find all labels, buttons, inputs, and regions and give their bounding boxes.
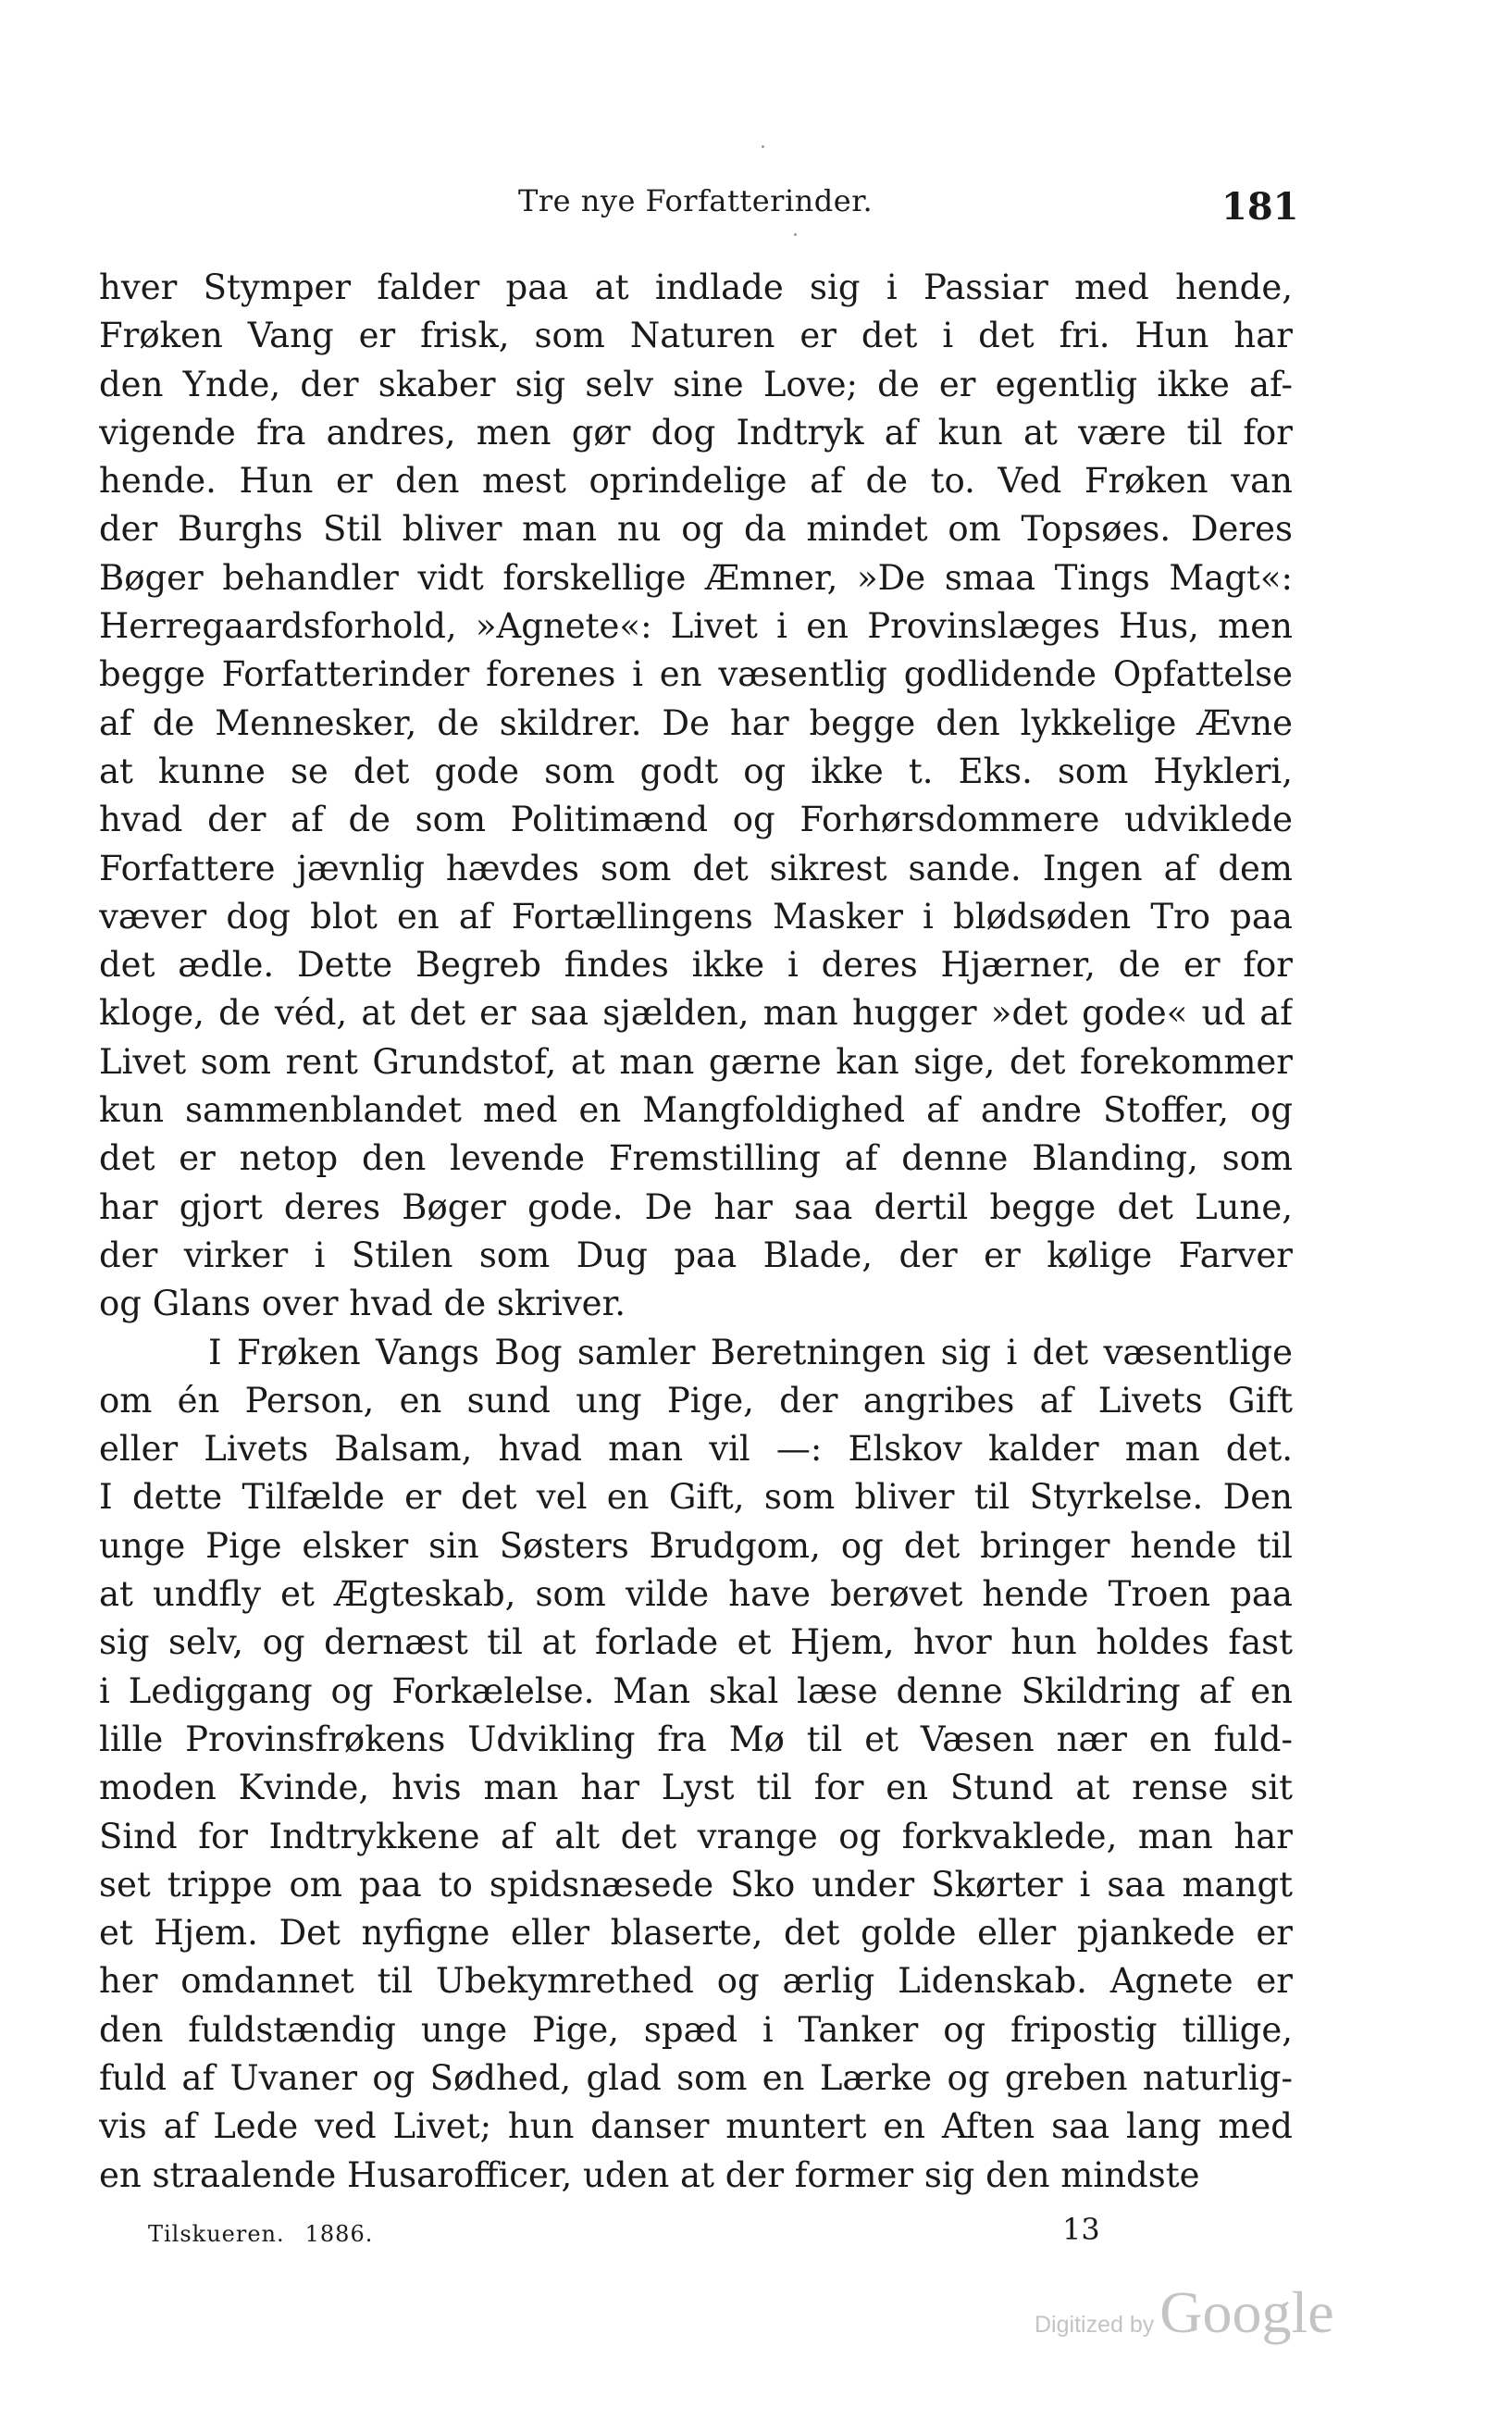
running-title: Tre nye Forfatterinder. bbox=[518, 183, 874, 218]
text-line: i Lediggang og Forkælelse. Man skal læse denne Skildring af en bbox=[99, 1670, 1293, 1711]
text-line: set trippe om paa to spidsnæsede Sko under Skørter i saa mangt bbox=[99, 1864, 1293, 1905]
text-line: kun sammenblandet med en Mangfoldighed af andre Stoffer, og bbox=[99, 1090, 1293, 1131]
text-line: lille Provinsfrøkens Udvikling fra Mø til et Væsen nær en fuld- bbox=[99, 1719, 1293, 1759]
text-line: begge Forfatterinder forenes i en væsentlig godlidende Opfattelse bbox=[99, 654, 1293, 695]
signature-year: 1886. bbox=[304, 2221, 374, 2247]
text-line: Livet som rent Grundstof, at man gærne kan sige, det forekommer bbox=[99, 1041, 1293, 1082]
text-line: en straalende Husarofficer, uden at der former sig den mindste bbox=[99, 2154, 1200, 2195]
google-logo: Google bbox=[1159, 2279, 1334, 2345]
text-line: sig selv, og dernæst til at forlade et Hjem, hvor hun holdes fast bbox=[99, 1622, 1293, 1663]
text-line: vigende fra andres, men gør dog Indtryk af kun at være til for bbox=[99, 412, 1293, 453]
text-line: det er netop den levende Fremstilling af denne Blanding, som bbox=[99, 1138, 1293, 1179]
text-line: af de Mennesker, de skildrer. De har begge den lykkelige Ævne bbox=[99, 702, 1293, 743]
paragraph-end-line: og Glans over hvad de skriver. bbox=[99, 1284, 626, 1324]
text-line: der virker i Stilen som Dug paa Blade, der er kølige Farver bbox=[99, 1235, 1293, 1275]
text-line: fuld af Uvaner og Sødhed, glad som en Lærke og greben naturlig- bbox=[99, 2057, 1293, 2098]
digitized-watermark bbox=[1035, 2278, 1334, 2347]
text-line: unge Pige elsker sin Søsters Brudgom, og det bringer hende til bbox=[99, 1525, 1293, 1566]
text-line: vis af Lede ved Livet; hun danser muntert en Aften saa lang med bbox=[99, 2106, 1293, 2147]
text-line: hvad der af de som Politimænd og Forhørsdommere udviklede bbox=[99, 800, 1293, 840]
page-number: 181 bbox=[1221, 185, 1299, 229]
text-line: væver dog blot en af Fortællingens Masker i blødsøden Tro paa bbox=[99, 896, 1293, 937]
text-line: at undfly et Ægteskab, som vilde have berøvet hende Troen paa bbox=[99, 1574, 1293, 1615]
scan-speck bbox=[794, 233, 797, 236]
watermark-prefix: Digitized by bbox=[1035, 2312, 1155, 2338]
paragraph-start-line: I Frøken Vangs Bog samler Beretningen sig i det væsentlige bbox=[208, 1332, 1293, 1372]
signature-mark bbox=[148, 2221, 393, 2247]
text-line: om én Person, en sund ung Pige, der angribes af Livets Gift bbox=[99, 1380, 1293, 1421]
text-line: den Ynde, der skaber sig selv sine Love; de er egentlig ikke af- bbox=[99, 364, 1293, 404]
text-line: den fuldstændig unge Pige, spæd i Tanker og fripostig tillige, bbox=[99, 2009, 1293, 2050]
text-line: Bøger behandler vidt forskellige Æmner, »De smaa Tings Magt«: bbox=[99, 557, 1293, 598]
text-line: I dette Tilfælde er det vel en Gift, som bliver til Styrkelse. Den bbox=[99, 1477, 1293, 1518]
text-line: Frøken Vang er frisk, som Naturen er det i det fri. Hun har bbox=[99, 316, 1293, 356]
text-line: Forfattere jævnlig hævdes som det sikrest sande. Ingen af dem bbox=[99, 848, 1293, 888]
text-line: hver Stymper falder paa at indlade sig i Passiar med hende, bbox=[99, 267, 1293, 307]
text-line: det ædle. Dette Begreb findes ikke i deres Hjærner, de er for bbox=[99, 945, 1293, 986]
text-line: et Hjem. Det nyfigne eller blaserte, det golde eller pjankede er bbox=[99, 1913, 1293, 1954]
text-line: der Burghs Stil bliver man nu og da mindet om Topsøes. Deres bbox=[99, 509, 1293, 550]
text-line: her omdannet til Ubekymrethed og ærlig Lidenskab. Agnete er bbox=[99, 1961, 1293, 2002]
text-line: at kunne se det gode som godt og ikke t. Eks. som Hykleri, bbox=[99, 751, 1293, 791]
sheet-number: 13 bbox=[1062, 2212, 1100, 2247]
text-line: moden Kvinde, hvis man har Lyst til for en Stund at rense sit bbox=[99, 1768, 1293, 1808]
text-line: kloge, de véd, at det er saa sjælden, man hugger »det gode« ud af bbox=[99, 993, 1293, 1034]
scan-speck bbox=[762, 145, 764, 148]
text-line: hende. Hun er den mest oprindelige af de to. Ved Frøken van bbox=[99, 461, 1293, 502]
text-line: eller Livets Balsam, hvad man vil —: Elskov kalder man det. bbox=[99, 1429, 1293, 1470]
text-line: Herregaardsforhold, »Agnete«: Livet i en Provinslæges Hus, men bbox=[99, 606, 1293, 647]
text-line: har gjort deres Bøger gode. De har saa dertil begge det Lune, bbox=[99, 1186, 1293, 1227]
signature-title: Tilskueren. bbox=[148, 2221, 285, 2247]
text-line: Sind for Indtrykkene af alt det vrange og forkvaklede, man har bbox=[99, 1816, 1293, 1856]
body-text bbox=[99, 264, 1293, 2200]
